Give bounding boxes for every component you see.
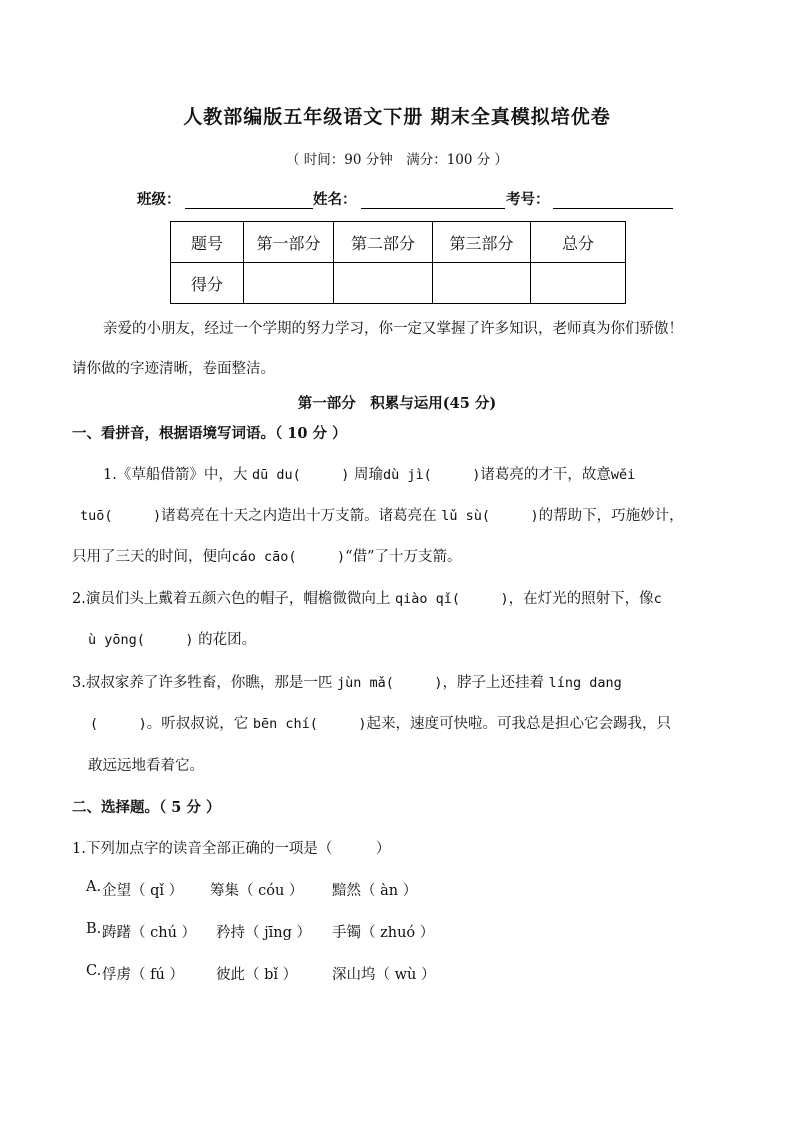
score-table-header-cell: 第一部分 [244,222,334,263]
q1-text: 3.叔叔家养了许多牲畜，你瞧，那是一匹 [72,675,333,691]
score-table [170,221,626,304]
part1-title: 第一部分 积累与运用(45 分) [297,395,497,412]
q1-line-6 [72,671,622,692]
score-table-header-cell: 题号 [171,222,244,263]
score-table-score-row [171,263,626,304]
option-b-item: 矜持（ jīng ） [216,925,311,941]
q1-line-1 [103,463,635,484]
q1-text: 的帮助下，巧施妙计， [538,508,684,524]
pinyin-blank[interactable]: ù yōng( ) [88,632,194,648]
q1-line-5 [88,628,256,649]
q1-text: 2.演员们头上戴着五颜六色的帽子，帽檐微微向上 [72,591,391,607]
score-row-label: 得分 [171,263,244,304]
pinyin-text: líng dang [548,675,622,691]
id-label: 考号： [506,191,550,208]
intro-line-1: 亲爱的小朋友，经过一个学期的努力学习，你一定又掌握了许多知识，老师真为你们骄傲！ [103,321,683,337]
class-blank[interactable] [185,208,313,209]
q1-text: 诸葛亮的才干，故意 [480,467,611,483]
score-cell-part2[interactable] [334,263,433,304]
name-blank[interactable] [361,208,505,209]
option-label-c[interactable]: C. [86,963,102,979]
option-b-item: 手镯（ zhuó ） [332,925,435,941]
option-b-item: 踌躇（ chú ） [102,925,197,941]
score-table-header-row [171,222,626,263]
option-label-b[interactable]: B. [86,921,102,937]
q1-line-2 [80,504,684,525]
pinyin-blank[interactable]: dù jì( ) [382,467,481,483]
q1-text: 周瑜 [353,467,383,483]
option-label-a[interactable]: A. [86,879,102,895]
score-cell-part3[interactable] [433,263,531,304]
option-a-item: 筹集（ cóu ） [210,883,304,899]
option-a-item: 黯然（ àn ） [332,883,418,899]
option-c-item: 俘虏（ fú ） [102,967,184,983]
score-cell-part1[interactable] [244,263,334,304]
q1-text: 只用了三天的时间，便向 [72,549,232,565]
pinyin-text: wěi [610,467,636,483]
q1-text: ，在灯光的照射下，像 [508,591,654,607]
pinyin-blank[interactable]: tuō( ) [80,508,162,524]
pinyin-text: c [653,591,662,607]
q1-text: 起来，速度可快啦。可我总是担心它会踢我，只 [366,716,672,732]
q1-text: ，脖子上还挂着 [442,675,544,691]
score-table-header-cell: 第二部分 [334,222,433,263]
name-label: 姓名： [313,191,357,208]
q1-line-4 [72,587,662,608]
q1-text: “借”了十万支箭。 [345,549,462,565]
exam-time-score: （ 时间：90 分钟 满分：100 分 ） [285,152,509,168]
id-blank[interactable] [553,208,673,209]
option-c-item: 彼此（ bǐ ） [216,967,298,983]
pinyin-blank[interactable]: lǔ sù( ) [441,508,539,524]
pinyin-blank[interactable]: qiào qǐ( ) [394,591,509,607]
q1-heading: 一、看拼音，根据语境写词语。（ 10 分 ） [72,425,347,442]
q1-line-7 [90,712,671,733]
q1-text: 。听叔叔说，它 [146,716,249,732]
pinyin-blank[interactable]: jùn mǎ( ) [336,675,443,691]
q1-text: 1.《草船借箭》中，大 [103,467,248,483]
intro-line-2: 请你做的字迹清晰，卷面整洁。 [72,361,275,377]
score-table-header-cell: 第三部分 [433,222,531,263]
score-table-header-cell: 总分 [531,222,626,263]
q2-heading: 二、选择题。（ 5 分 ） [72,799,221,816]
score-cell-total[interactable] [531,263,626,304]
q2-question: 1.下列加点字的读音全部正确的一项是（ ） [72,841,391,857]
page-title: 人教部编版五年级语文下册 期末全真模拟培优卷 [183,106,611,128]
pinyin-blank[interactable]: ( ) [90,716,147,732]
q1-line-3 [72,545,461,566]
pinyin-blank[interactable]: cáo cāo( ) [231,549,346,565]
q1-text: 的花团。 [198,632,257,648]
q1-line-8: 敢远远地看着它。 [88,758,204,774]
option-c-item: 深山坞（ wù ） [332,967,436,983]
pinyin-blank[interactable]: bēn chí( ) [252,716,367,732]
option-a-item: 企望（ qǐ ） [102,883,184,899]
q1-text: 诸葛亮在十天之内造出十万支箭。诸葛亮在 [161,508,437,524]
pinyin-blank[interactable]: dū du( ) [251,467,350,483]
class-label: 班级： [137,191,181,208]
